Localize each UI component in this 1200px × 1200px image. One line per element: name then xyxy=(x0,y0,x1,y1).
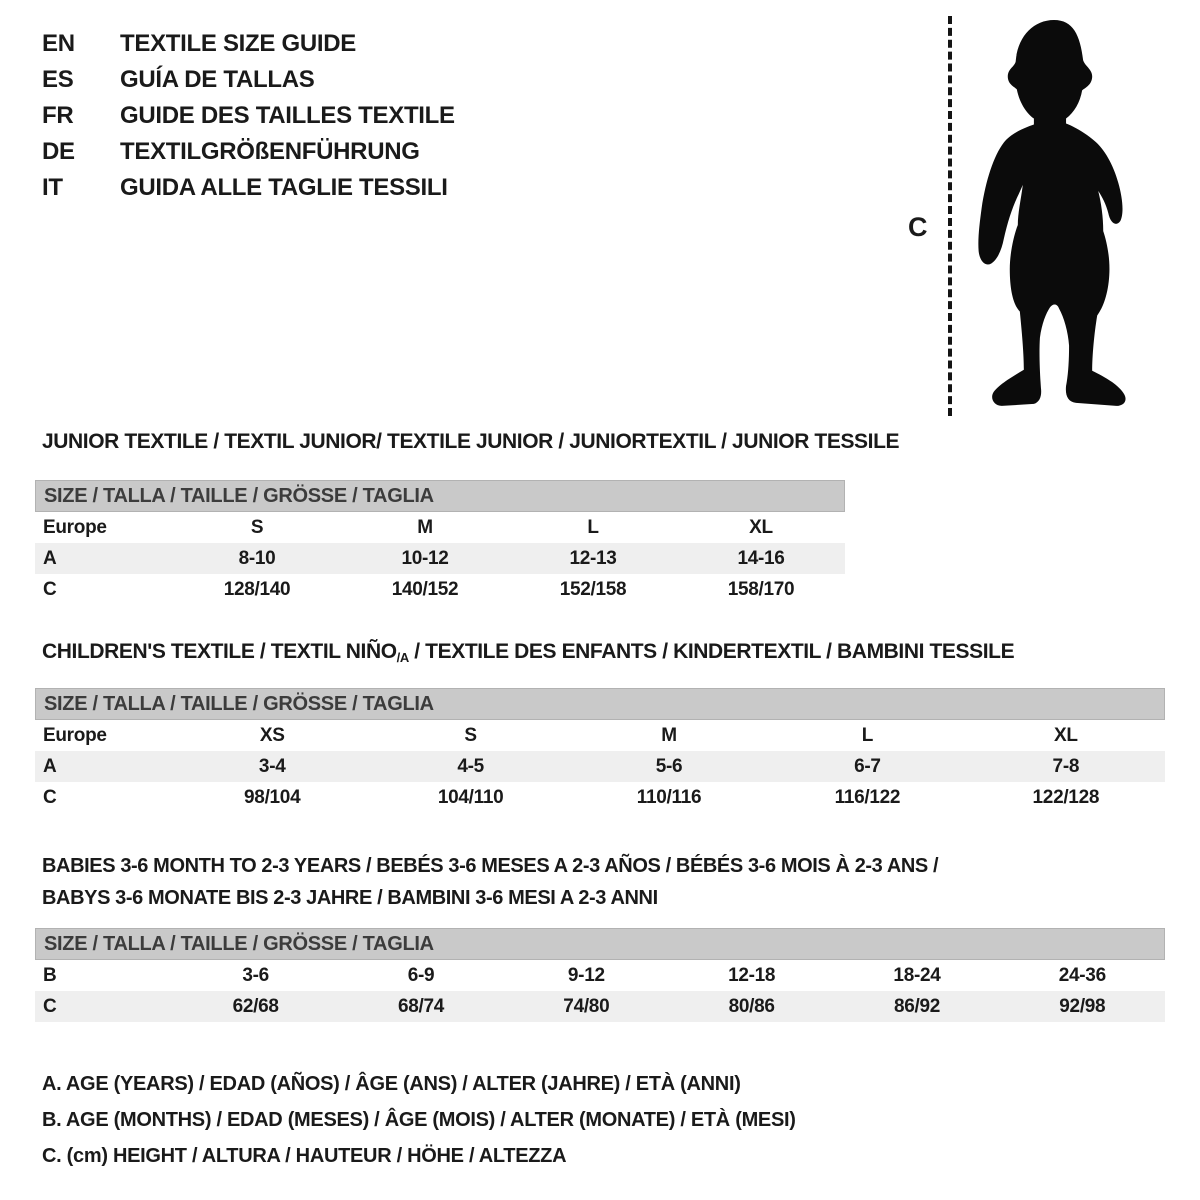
lang-title: GUIDE DES TAILLES TEXTILE xyxy=(120,102,455,129)
children-section-heading xyxy=(42,640,1014,665)
size-cell: L xyxy=(587,516,599,538)
row-label: B xyxy=(43,964,57,986)
table-row xyxy=(35,543,845,574)
lang-title: GUÍA DE TALLAS xyxy=(120,66,315,93)
size-cell: 80/86 xyxy=(728,995,775,1017)
size-cell: S xyxy=(464,724,477,746)
lang-row-fr xyxy=(42,98,455,134)
legend-block xyxy=(42,1066,796,1174)
babies-heading-line2: BABYS 3-6 MONATE BIS 2-3 JAHRE / BAMBINI 3-6 MESI A 2-3 ANNI xyxy=(42,887,658,909)
lang-code: FR xyxy=(42,102,74,129)
table-row xyxy=(35,512,845,543)
row-label: C xyxy=(43,578,57,600)
lang-title: TEXTILE SIZE GUIDE xyxy=(120,30,356,57)
language-title-block xyxy=(42,26,455,206)
table-row xyxy=(35,782,1165,813)
row-label: C xyxy=(43,786,57,808)
size-cell: XS xyxy=(259,724,285,746)
size-cell: 92/98 xyxy=(1059,995,1106,1017)
lang-row-de xyxy=(42,134,455,170)
row-label: Europe xyxy=(43,516,107,538)
table-row xyxy=(35,991,1165,1022)
lang-row-it xyxy=(42,170,455,206)
size-cell: XL xyxy=(1053,724,1078,746)
babies-heading-line1: BABIES 3-6 MONTH TO 2-3 YEARS / BEBÉS 3-6 MESES A 2-3 AÑOS / BÉBÉS 3-6 MOIS À 2-3 ANS / xyxy=(42,855,939,877)
legend-line-a: A. AGE (YEARS) / EDAD (AÑOS) / ÂGE (ANS) / ALTER (JAHRE) / ETÀ (ANNI) xyxy=(42,1073,741,1095)
size-cell: 104/110 xyxy=(437,786,504,808)
table-row xyxy=(35,720,1165,751)
lang-row-es xyxy=(42,62,455,98)
row-label: A xyxy=(43,755,57,777)
junior-size-table xyxy=(35,480,845,605)
size-cell: 14-16 xyxy=(737,547,785,569)
size-cell: XL xyxy=(749,516,773,538)
children-heading-subscript: /A xyxy=(396,650,409,665)
junior-section-heading: JUNIOR TEXTILE / TEXTIL JUNIOR/ TEXTILE JUNIOR / JUNIORTEXTIL / JUNIOR TESSILE xyxy=(42,430,900,453)
babies-section-heading xyxy=(42,850,938,914)
lang-title: GUIDA ALLE TAGLIE TESSILI xyxy=(120,174,448,201)
size-cell: 68/74 xyxy=(397,995,445,1017)
size-cell: 3-4 xyxy=(258,755,286,777)
junior-size-header-bar: SIZE / TALLA / TAILLE / GRÖSSE / TAGLIA xyxy=(35,480,845,512)
lang-code: ES xyxy=(42,66,74,93)
legend-line-b: B. AGE (MONTHS) / EDAD (MESES) / ÂGE (MOIS) / ALTER (MONATE) / ETÀ (MESI) xyxy=(42,1109,796,1131)
size-cell: L xyxy=(861,724,874,746)
size-cell: 3-6 xyxy=(242,964,269,986)
size-cell: M xyxy=(661,724,677,746)
size-cell: 6-9 xyxy=(407,964,435,986)
size-cell: 128/140 xyxy=(223,578,291,600)
size-cell: 122/128 xyxy=(1032,786,1100,808)
height-measure-label: C xyxy=(908,212,928,242)
children-size-header-bar: SIZE / TALLA / TAILLE / GRÖSSE / TAGLIA xyxy=(35,688,1165,720)
size-cell: 5-6 xyxy=(655,755,683,777)
size-cell: 98/104 xyxy=(244,786,301,808)
size-cell: 62/68 xyxy=(232,995,279,1017)
babies-size-table xyxy=(35,928,1165,1022)
size-cell: 74/80 xyxy=(563,995,610,1017)
size-cell: M xyxy=(417,516,433,538)
children-size-table xyxy=(35,688,1165,813)
table-row xyxy=(35,751,1165,782)
dashed-measure-line xyxy=(948,16,952,416)
size-cell: 18-24 xyxy=(893,964,941,986)
size-cell: 158/170 xyxy=(727,578,795,600)
size-cell: 9-12 xyxy=(567,964,605,986)
legend-line-c: C. (cm) HEIGHT / ALTURA / HAUTEUR / HÖHE / ALTEZZA xyxy=(42,1145,567,1167)
size-cell: 7-8 xyxy=(1052,755,1080,777)
children-heading-rest: / TEXTILE DES ENFANTS / KINDERTEXTIL / BAMBINI TESSILE xyxy=(408,640,1015,663)
lang-title: TEXTILGRÖßENFÜHRUNG xyxy=(120,138,420,165)
children-heading-main: CHILDREN'S TEXTILE / TEXTIL NIÑO xyxy=(42,640,397,663)
table-row xyxy=(35,574,845,605)
size-cell: 12-13 xyxy=(569,547,617,569)
size-cell: S xyxy=(250,516,264,538)
lang-row-en xyxy=(42,26,455,62)
size-cell: 140/152 xyxy=(391,578,459,600)
row-label: A xyxy=(43,547,57,569)
row-label: C xyxy=(43,995,57,1017)
size-cell: 8-10 xyxy=(238,547,276,569)
size-cell: 110/116 xyxy=(636,786,702,808)
size-cell: 4-5 xyxy=(457,755,484,777)
lang-code: IT xyxy=(42,174,63,201)
row-label: Europe xyxy=(43,724,107,746)
lang-code: DE xyxy=(42,138,75,165)
size-cell: 12-18 xyxy=(728,964,776,986)
size-cell: 116/122 xyxy=(834,786,901,808)
table-row xyxy=(35,960,1165,991)
size-cell: 6-7 xyxy=(854,755,881,777)
size-cell: 10-12 xyxy=(401,547,449,569)
babies-size-header-bar: SIZE / TALLA / TAILLE / GRÖSSE / TAGLIA xyxy=(35,928,1165,960)
size-cell: 24-36 xyxy=(1058,964,1106,986)
size-cell: 152/158 xyxy=(559,578,627,600)
size-cell: 86/92 xyxy=(893,995,940,1017)
toddler-silhouette-image xyxy=(966,12,1144,424)
lang-code: EN xyxy=(42,30,75,57)
